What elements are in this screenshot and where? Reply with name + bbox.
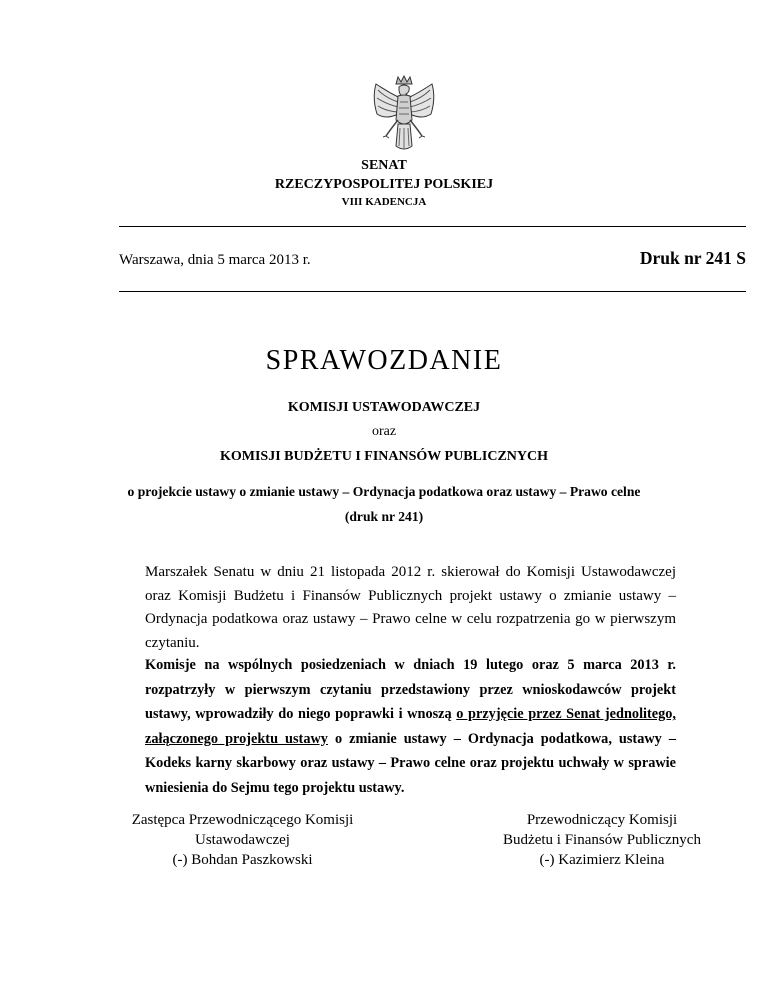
subject-line: o projekcie ustawy o zmianie ustawy – Ordynacja podatkowa oraz ustawy – Prawo celne bbox=[127, 484, 641, 499]
document-title: SPRAWOZDANIE bbox=[265, 345, 503, 376]
conjunction: oraz bbox=[371, 424, 397, 439]
paragraph-decision-part1: Komisje na wspólnych posiedzeniach w dniach 19 lutego oraz 5 marca 2013 r. rozpatrzyły w pierwszym czytaniu przedstawiony przez wnioskodawców projekt ustawy, wprowadziły do niego poprawki i wnoszą bbox=[145, 657, 676, 723]
paragraph-decision-part2: o zmianie ustawy – Ordynacja podatkowa, ustawy – Kodeks karny skarbowy oraz ustawy – Prawo celne oraz projektu uchwały w sprawie wniesienia do Sejmu tego projektu ustawy. bbox=[145, 730, 676, 796]
committee-2: KOMISJI BUDŻETU I FINANSÓW PUBLICZNYCH bbox=[219, 449, 548, 464]
polish-eagle-emblem-icon bbox=[368, 74, 440, 156]
print-number: Druk nr 241 S bbox=[639, 248, 746, 268]
paragraph-decision-underlined: o przyjęcie przez Senat jednolitego, załączonego projektu ustawy bbox=[145, 706, 676, 747]
term-title: VIII KADENCJA bbox=[341, 196, 427, 208]
signature-right-line2: Budżetu i Finansów Publicznych bbox=[503, 832, 701, 848]
print-reference: (druk nr 241) bbox=[344, 509, 424, 524]
signature-left-line1: Zastępca Przewodniczącego Komisji bbox=[131, 812, 354, 828]
top-divider bbox=[119, 226, 746, 227]
signature-left-name: (-) Bohdan Paszkowski bbox=[172, 852, 313, 868]
committee-1: KOMISJI USTAWODAWCZEJ bbox=[287, 400, 481, 415]
signature-right-line1: Przewodniczący Komisji bbox=[526, 812, 678, 828]
signature-left bbox=[100, 810, 385, 870]
paragraph-decision bbox=[145, 653, 676, 801]
senate-title: SENAT bbox=[361, 158, 407, 173]
paragraph-referral: Marszałek Senatu w dniu 21 listopada 2012 r. skierował do Komisji Ustawodawczej oraz Komisji Budżetu i Finansów Publicznych projekt ustawy o zmianie ustawy – Ordynacja podatkowa oraz ustawy – Prawo celne w celu rozpatrzenia go w pierwszym czytaniu. bbox=[145, 564, 676, 651]
signature-right-name: (-) Kazimierz Kleina bbox=[539, 852, 665, 868]
signature-right bbox=[462, 810, 742, 870]
place-date: Warszawa, dnia 5 marca 2013 r. bbox=[119, 252, 311, 268]
republic-title: RZECZYPOSPOLITEJ POLSKIEJ bbox=[274, 177, 494, 192]
signature-left-line2: Ustawodawczej bbox=[195, 832, 290, 848]
bottom-divider bbox=[119, 291, 746, 292]
